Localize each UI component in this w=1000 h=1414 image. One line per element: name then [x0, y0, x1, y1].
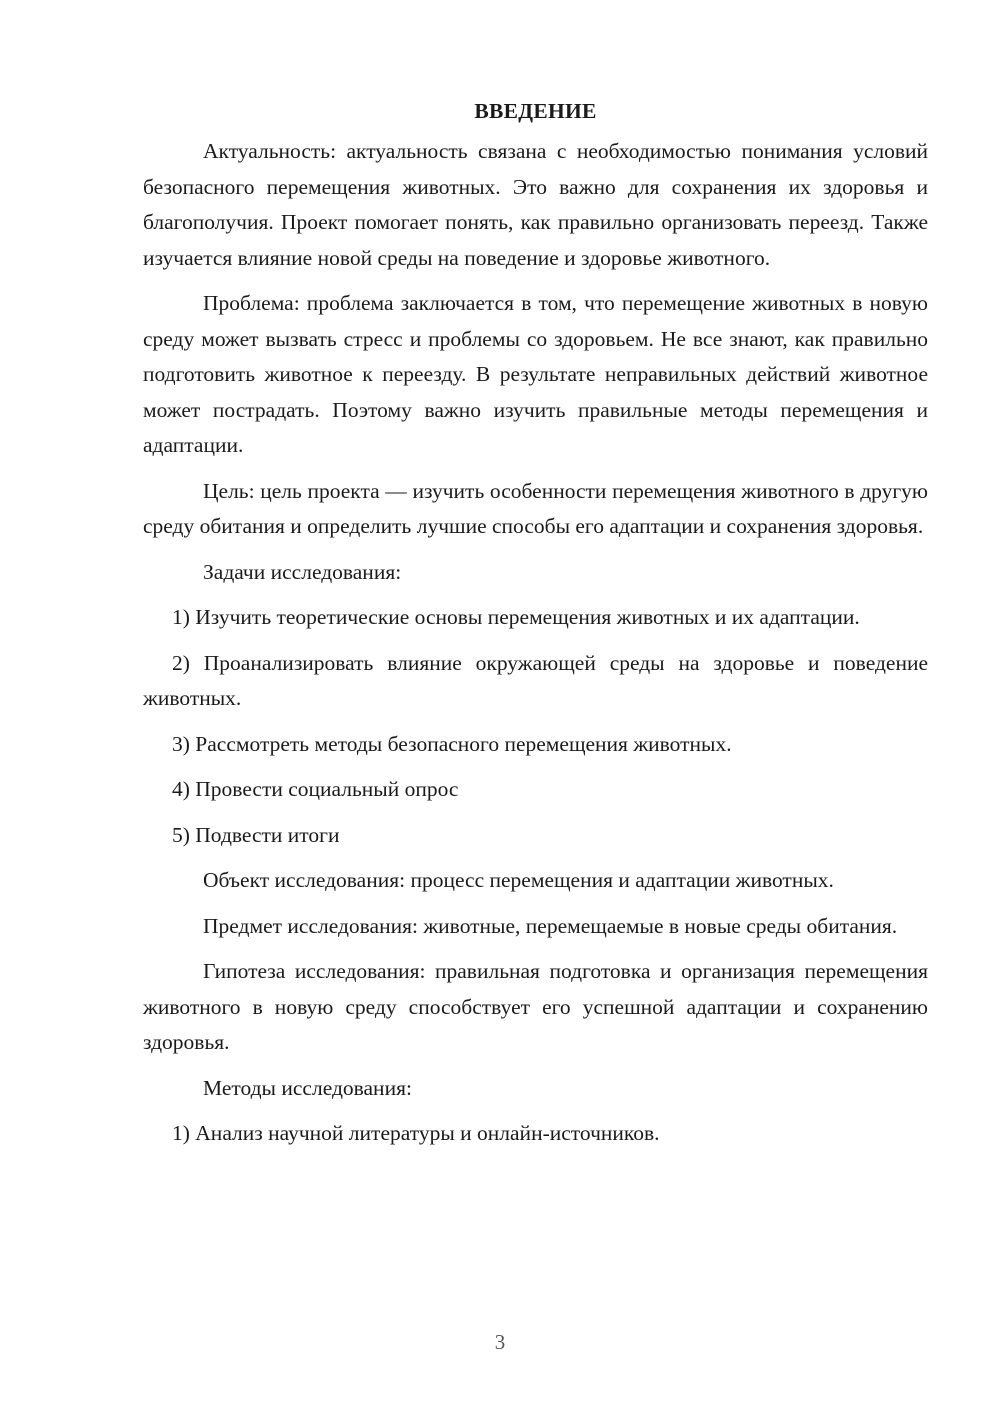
paragraph-subject: Предмет исследования: животные, перемещаемые в новые среды обитания. — [203, 913, 898, 938]
list-item-task-4: 4) Провести социальный опрос — [172, 777, 459, 801]
page-number: 3 — [494, 1330, 506, 1354]
paragraph-object: Объект исследования: процесс перемещения и адаптации животных. — [203, 868, 834, 892]
list-item-method-1: 1) Анализ научной литературы и онлайн-источников. — [172, 1121, 660, 1145]
paragraph-goal: Цель: цель проекта — изучить особенности перемещения животного в другую среду обитания и определить лучшие способы его адаптации и сохранения здоровья. — [143, 478, 928, 538]
page-title: ВВЕДЕНИЕ — [474, 99, 597, 123]
page-content — [143, 96, 928, 1162]
paragraph-relevance: Актуальность: актуальность связана с необходимостью понимания условий безопасного перемещения животных. Это важно для сохранения их здоровья и благополучия. Проект помогает понять, как правильно организовать переезд. Также изучается влияние новой среды на поведение и здоровье животного. — [143, 139, 928, 270]
list-item-task-5: 5) Подвести итоги — [172, 822, 340, 847]
paragraph-problem: Проблема: проблема заключается в том, что перемещение животных в новую среду может вызвать стресс и проблемы со здоровьем. Не все знают, как правильно подготовить животное к переезду. В результате неправильных действий животное может пострадать. Поэтому важно изучить правильные методы перемещения и адаптации. — [143, 291, 928, 457]
tasks-heading: Задачи исследования: — [203, 559, 402, 584]
list-item-task-1: 1) Изучить теоретические основы перемещения животных и их адаптации. — [172, 605, 860, 629]
list-item-task-3: 3) Рассмотреть методы безопасного перемещения животных. — [172, 731, 732, 756]
methods-heading: Методы исследования: — [203, 1075, 412, 1100]
list-item-task-2: 2) Проанализировать влияние окружающей среды на здоровье и поведение животных. — [143, 650, 928, 710]
paragraph-hypothesis: Гипотеза исследования: правильная подготовка и организация перемещения животного в новую среду способствует его успешной адаптации и сохранению здоровья. — [143, 959, 928, 1054]
